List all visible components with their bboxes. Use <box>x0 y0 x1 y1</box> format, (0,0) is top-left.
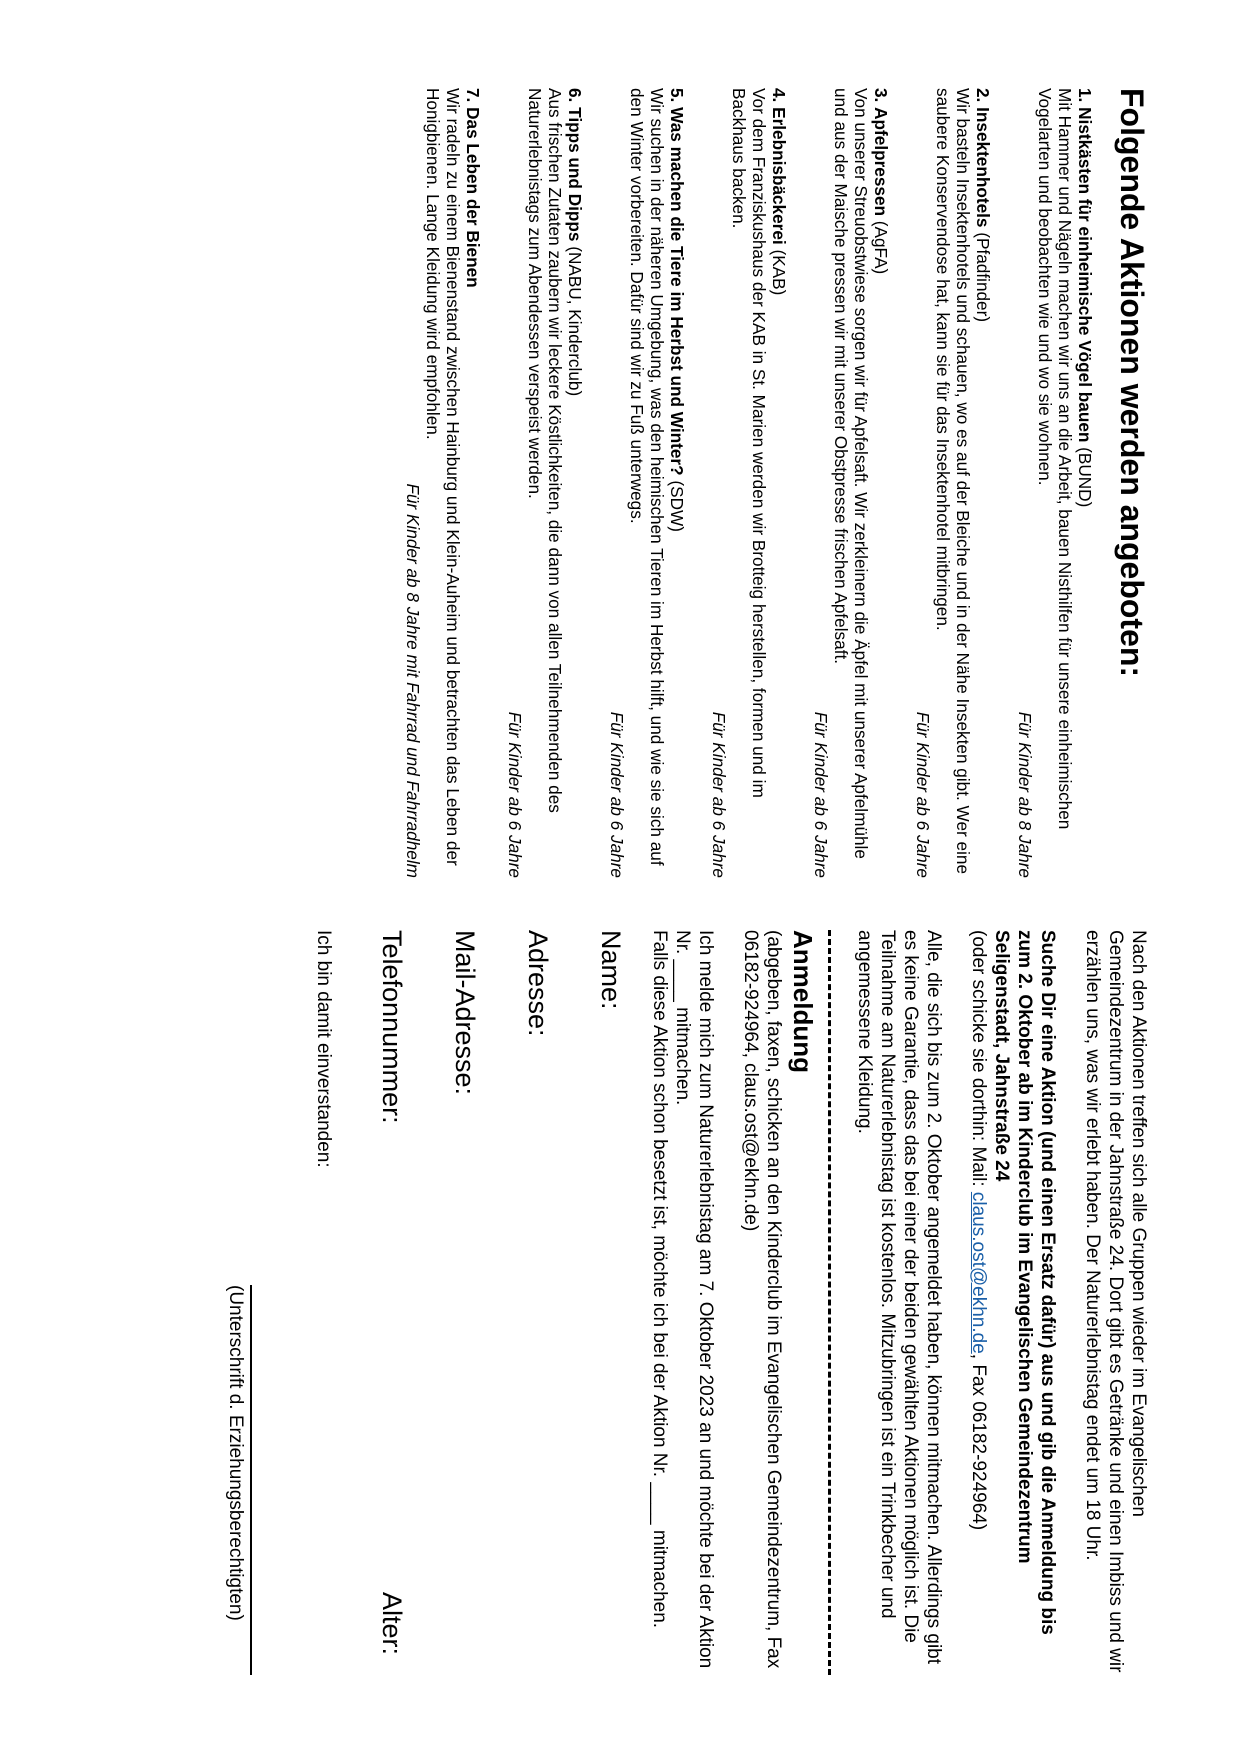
action-name: Insektenhotels <box>973 107 993 228</box>
action-number: 1. <box>1075 88 1095 103</box>
action-org: (NABU, Kinderclub) <box>565 246 585 397</box>
email-link[interactable]: claus.ost@ekhn.de <box>968 1191 989 1354</box>
action-1 <box>1015 88 1095 878</box>
action-age: Für Kinder ab 6 Jahre <box>913 711 933 878</box>
action-4 <box>709 88 789 878</box>
choice-line-2: Falls diese Aktion schon besetzt ist, möchte ich bei der Aktion Nr. ____ mitmachen. <box>649 930 670 1629</box>
registration-instructions: (abgeben, faxen, schicken an den Kinderclub im Evangelischen Gemeindezentrum, Fax 06182-924964, claus.ost@ekhn.de) <box>740 930 784 1669</box>
action-age: Für Kinder ab 8 Jahre mit Fahrrad und Fahrradhelm <box>403 483 423 878</box>
choose-contact-prefix: (oder schicke sie dorthin: Mail: <box>968 930 989 1192</box>
action-age: Für Kinder ab 6 Jahre <box>505 711 525 878</box>
info-paragraph: Nach den Aktionen treffen sich alle Gruppen wieder im Evangelischen Gemeindezentrum in der Jahnstraße 24. Dort gibt es Getränke und einen Imbiss und wir erzählen uns, was wir erlebt haben. Der Naturerlebnistag endet um 18 Uhr. <box>1082 930 1149 1673</box>
action-number: 7. <box>463 88 483 103</box>
action-text: Mit Hammer und Nägeln machen wir uns an die Arbeit, bauen Nisthilfen für unsere einheimischen Vogelarten und beobachten wie und wo sie wohnen. <box>1035 88 1075 830</box>
action-number: 6. <box>565 88 585 103</box>
action-text: Von unserer Streuobstwiese sorgen wir für Apfelsaft. Wir zerkleinern die Äpfel mit unserer Apfelmühle und aus der Maische pressen wir mit unserer Obstpresse frischen Apfelsaft. <box>831 88 871 859</box>
action-name: Erlebnisbäckerei <box>769 107 789 245</box>
name-field[interactable] <box>595 930 626 1675</box>
phone-label[interactable]: Telefonnummer: <box>377 930 407 1124</box>
name-label: Name: <box>596 930 626 1010</box>
choose-paragraph <box>967 930 1059 1675</box>
age-label[interactable]: Alter: <box>377 1591 407 1655</box>
action-age: Für Kinder ab 8 Jahre <box>1015 711 1035 878</box>
action-text: Vor dem Franziskushaus der KAB in St. Marien werden wir Brotteig herstellen, formen und im Backhaus backen. <box>729 88 769 798</box>
signature-line[interactable] <box>224 930 252 1675</box>
choose-contact-fax: , Fax 06182-924964) <box>968 1353 989 1531</box>
action-age: Für Kinder ab 6 Jahre <box>811 711 831 878</box>
action-name: Tipps und Dipps <box>565 107 585 242</box>
registration-choice <box>648 930 717 1675</box>
action-org: (Pfadfinder) <box>973 232 993 323</box>
address-label: Adresse: <box>523 930 553 1037</box>
action-number: 5. <box>667 88 687 103</box>
action-2 <box>913 88 993 878</box>
action-org: (SDW) <box>667 480 687 532</box>
action-name: Apfelpressen <box>871 107 891 217</box>
page-title: Folgende Aktionen werden angeboten: <box>1114 88 1150 678</box>
mail-label: Mail-Adresse: <box>450 930 480 1096</box>
notice-paragraph: Alle, die sich bis zum 2. Oktober angemeldet haben, können mitmachen. Allerdings gibt es keine Garantie, dass das bei einer der beiden gewählten Aktionen möglich ist. Die Teilnahme am Naturerlebnistag ist kostenlos. Mitzubringen ist ein Trinkbecher und angemessene Kleidung. <box>854 930 944 1665</box>
action-number: 2. <box>973 88 993 103</box>
phone-age-row <box>376 930 407 1675</box>
choose-instruction: Suche Dir eine Aktion (und einen Ersatz dafür) aus und gib die Anmeldung bis zum 2. Oktober ab im Kinderclub im Evangelischen Gemeindezentrum Seligenstadt, Jahnstraße 24 <box>991 930 1058 1635</box>
action-text: Aus frischen Zutaten zaubern wir leckere Köstlichkeiten, die dann von allen Teilnehmenden des Naturerlebnistags zum Abendessen verspeist werden. <box>525 88 565 813</box>
address-field[interactable] <box>522 930 553 1675</box>
action-text: Wir basteln Insektenhotels und schauen, wo es auf der Bleiche und in der Nähe Insekten gibt. Wer eine saubere Konservendose hat, kann sie für das Insektenhotel mitbringen. <box>933 88 973 875</box>
action-org: (AgFA) <box>871 220 891 275</box>
consent-text: Ich bin damit einverstanden: <box>313 930 334 1168</box>
cut-line <box>828 930 831 1675</box>
action-text: Wir radeln zu einem Bienenstand zwischen Hainburg und Klein-Auheim und betrachten das Leben der Honigbienen. Lange Kleidung wird empfohlen. <box>423 88 463 866</box>
action-number: 4. <box>769 88 789 103</box>
action-age: Für Kinder ab 6 Jahre <box>709 711 729 878</box>
action-name: Was machen die Tiere im Herbst und Winter? <box>667 107 687 476</box>
action-5 <box>607 88 687 878</box>
registration-title: Anmeldung <box>788 930 818 1073</box>
action-name: Das Leben der Bienen <box>463 107 483 288</box>
action-org: (KAB) <box>769 249 789 296</box>
action-number: 3. <box>871 88 891 103</box>
choice-line-1: Ich melde mich zum Naturerlebnistag am 7. Oktober 2023 an und möchte bei der Aktion Nr. ____ mitmachen. <box>672 930 716 1669</box>
action-6 <box>505 88 585 878</box>
action-org: (BUND) <box>1075 447 1095 508</box>
signature-label: (Unterschrift d. Erziehungsberechtigten) <box>224 1285 252 1675</box>
action-text: Wir suchen in der näheren Umgebung, was den heimischen Tieren im Herbst hilft, und wie sie sich auf den Winter vorbereiten. Dafür sind wir zu Fuß unterwegs. <box>627 88 667 866</box>
action-3 <box>811 88 891 878</box>
mail-field[interactable] <box>449 930 480 1675</box>
info-column <box>224 930 1150 1675</box>
action-7 <box>403 88 483 878</box>
action-name: Nistkästen für einheimische Vögel bauen <box>1075 107 1095 443</box>
actions-column <box>381 88 1150 878</box>
action-age: Für Kinder ab 6 Jahre <box>607 711 627 878</box>
